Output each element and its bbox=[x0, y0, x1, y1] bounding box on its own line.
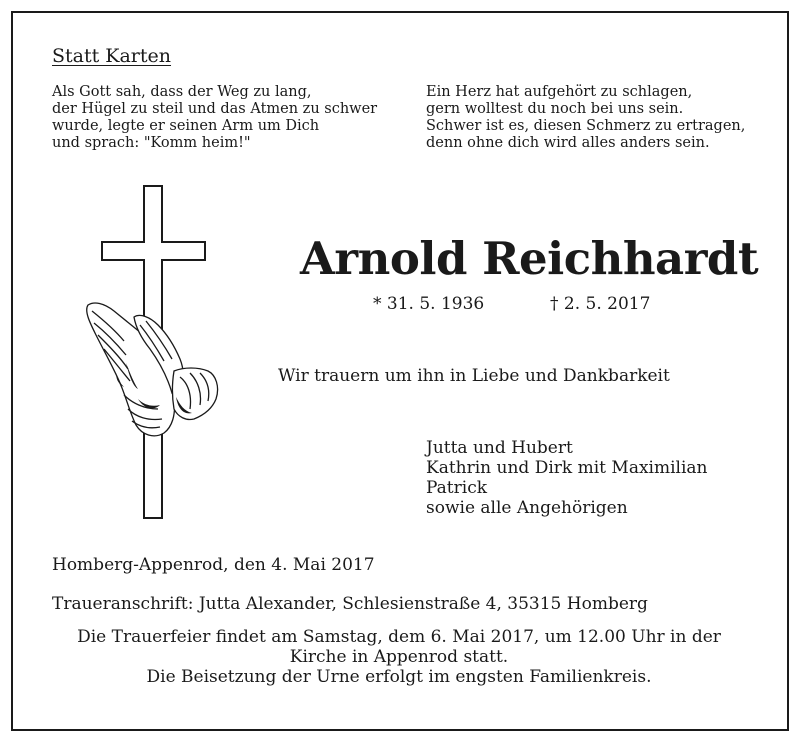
death-date: † 2. 5. 2017 bbox=[550, 294, 651, 314]
poem-right-line: gern wolltest du noch bei uns sein. bbox=[426, 101, 684, 117]
notice-heading: Statt Karten bbox=[52, 45, 172, 67]
mourner-line: Jutta und Hubert bbox=[426, 438, 573, 458]
place-and-date: Homberg-Appenrod, den 4. Mai 2017 bbox=[52, 555, 375, 575]
mourning-address: Traueranschrift: Jutta Alexander, Schlesienstraße 4, 35315 Homberg bbox=[52, 594, 648, 614]
mourner-line: Kathrin und Dirk mit Maximilian bbox=[426, 458, 708, 478]
cross-illustration bbox=[80, 183, 230, 528]
poem-right bbox=[426, 84, 745, 152]
poem-left bbox=[52, 84, 377, 152]
ceremony-line: Kirche in Appenrod statt. bbox=[289, 647, 509, 667]
poem-right-line: denn ohne dich wird alles anders sein. bbox=[426, 135, 710, 151]
mourning-tagline: Wir trauern um ihn in Liebe und Dankbarkeit bbox=[278, 366, 670, 386]
ceremony-info bbox=[14, 627, 784, 687]
birth-date: * 31. 5. 1936 bbox=[373, 294, 485, 314]
ceremony-line: Die Trauerfeier findet am Samstag, dem 6. Mai 2017, um 12.00 Uhr in der bbox=[77, 627, 721, 647]
ceremony-line: Die Beisetzung der Urne erfolgt im engsten Familienkreis. bbox=[146, 667, 652, 687]
poem-left-line: wurde, legte er seinen Arm um Dich bbox=[52, 118, 320, 134]
mourners-list bbox=[426, 438, 708, 518]
praying-hands-icon bbox=[87, 303, 218, 436]
mourner-line: Patrick bbox=[426, 478, 488, 498]
poem-right-line: Schwer ist es, diesen Schmerz zu ertragen, bbox=[426, 118, 746, 134]
deceased-name: Arnold Reichhardt bbox=[300, 232, 759, 285]
poem-left-line: Als Gott sah, dass der Weg zu lang, bbox=[52, 84, 312, 100]
poem-left-line: und sprach: "Komm heim!" bbox=[52, 135, 251, 151]
poem-left-line: der Hügel zu steil und das Atmen zu schwer bbox=[52, 101, 378, 117]
poem-right-line: Ein Herz hat aufgehört zu schlagen, bbox=[426, 84, 693, 100]
mourner-line: sowie alle Angehörigen bbox=[426, 498, 628, 518]
